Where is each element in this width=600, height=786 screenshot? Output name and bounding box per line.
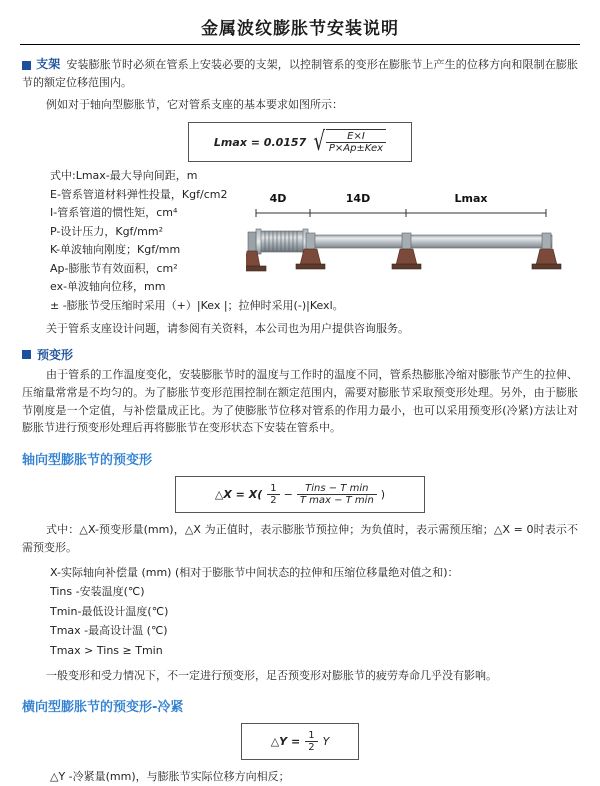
- legend-item: I-管系管道的惯性矩，cm⁴: [50, 206, 178, 220]
- predeform-heading-row: [22, 346, 578, 363]
- axial-definition: Tmax > Tins ≥ Tmin: [50, 644, 163, 658]
- formula-lmax-lhs: Lmax = 0.0157: [213, 135, 307, 149]
- support-paragraph-1: 安装膨胀节时必须在管系上安装必要的支架，以控制管系的变形在膨胀节上产生的位移方向和限制在膨胀节的额定位移范围内。: [22, 58, 578, 90]
- title-divider: [20, 43, 580, 45]
- document-body: [0, 55, 600, 786]
- formula-lmax-sqrt: [311, 127, 386, 158]
- support-paragraph-2: 例如对于轴向型膨胀节，它对管系支座的基本要求如图所示：: [46, 98, 343, 112]
- formula-delta-x: [175, 476, 425, 513]
- diagram-label-4d: 4D: [269, 192, 287, 205]
- formula-delta-x-rhs: ): [380, 488, 386, 502]
- blue-square-icon: [22, 350, 31, 359]
- lateral-where-line: △Y -冷紧量(mm)，与膨胀节实际位移方向相反；: [50, 770, 290, 784]
- axial-definition: X-实际轴向补偿量 (mm) (相对于膨胀节中间状态的拉伸和压缩位移量绝对值之和)：: [50, 565, 459, 579]
- formula-delta-x-minus: −: [283, 488, 293, 502]
- diagram-dimension-labels: [246, 192, 576, 205]
- formula-lmax: [188, 122, 412, 162]
- formula-delta-y-frac: [305, 730, 317, 753]
- legend-item: ex-单波轴向位移，mm: [50, 280, 166, 294]
- axial-subheading: 轴向型膨胀节的预变形: [22, 453, 153, 469]
- formula-delta-x-frac-temps: [297, 483, 377, 506]
- frac-numerator: 1: [267, 483, 279, 495]
- legend-item: 式中:Lmax-最大导向间距，m: [50, 169, 198, 183]
- frac-denominator: 2: [308, 742, 315, 754]
- formula-delta-y-rhs: Y: [322, 735, 330, 749]
- predeform-heading: 预变形: [37, 347, 74, 362]
- legend-item: E-管系管道材料弹性投量，Kgf/cm2: [50, 187, 228, 201]
- support-section-paragraph: [22, 55, 578, 92]
- formula-delta-y: [241, 723, 359, 760]
- legend-item: Ap-膨胀节有效面积，cm²: [50, 261, 178, 275]
- bellows-expansion-joint: [256, 229, 308, 254]
- diagram-label-lmax: Lmax: [454, 192, 488, 205]
- frac-denominator: T max − T min: [299, 495, 374, 507]
- support-design-note: 关于管系支座设计问题，请参阅有关资料，本公司也为用户提供咨询服务。: [46, 322, 409, 336]
- diagram-label-14d: 14D: [345, 192, 371, 205]
- axial-definition: Tins -安装温度(℃): [50, 585, 145, 599]
- axial-note: 一般变形和受力情况下，不一定进行预变形，足否预变形对膨胀节的疲劳寿命几乎没有影响。: [46, 668, 497, 682]
- formula-delta-y-lhs: △Y =: [270, 735, 301, 749]
- axial-definition: Tmax -最高设计温 (℃): [50, 624, 168, 638]
- formula-lmax-denominator: P×Ap±Kex: [328, 143, 384, 155]
- pipe-support-diagram: [246, 192, 576, 300]
- axial-where-line: 式中：△X-预变形量(mm)，△X 为正值时，表示膨胀节预拉伸；为负值时，表示需预压缩；△X = 0时表示不需预变形。: [22, 523, 578, 554]
- predeform-paragraph-1: 由于管系的工作温度变化，安装膨胀节时的温度与工作时的温度不同，管系热膨胀冷缩对膨胀节产生的拉伸、压缩量常常是不均匀的。为了膨胀节变形范围控制在额定范围内，需要对膨胀节采取预变形处理。另外，由于膨胀节刚度是一个定值，与补偿量成正比。为了使膨胀节位移对管系的作用力最小，也可以采用预变形(冷紧)方法让对膨胀节进行预变形处理后再将膨胀节在变形状态下安装在管系中。: [22, 367, 578, 435]
- lateral-subheading: 横向型膨胀节的预变形-冷紧: [22, 700, 184, 716]
- formula-delta-x-frac-half: [267, 483, 279, 506]
- legend-item: ± -膨胀节受压缩时采用（+）|Kex |；拉伸时采用(-)|Kexl。: [50, 298, 344, 312]
- page-title: 金属波纹膨胀节安装说明: [201, 19, 399, 39]
- legend-item: P-设计压力，Kgf/mm²: [50, 224, 163, 238]
- support-section-heading: 支架: [36, 57, 61, 71]
- formula-delta-x-lhs: △X = X(: [214, 488, 263, 502]
- formula-lmax-numerator: E×I: [326, 131, 386, 143]
- blue-square-icon: [22, 61, 31, 70]
- axial-definition: Tmin-最低设计温度(℃): [50, 604, 169, 618]
- diagram-graphic: [246, 205, 576, 295]
- diagram-ticks: [256, 209, 546, 217]
- document-page: [0, 14, 600, 784]
- frac-numerator: 1: [305, 730, 317, 742]
- legend-item: K-单波轴向刚度；Kgf/mm: [50, 243, 181, 257]
- radical-icon: √: [313, 127, 326, 158]
- frac-numerator: Tins − T min: [297, 483, 377, 495]
- frac-denominator: 2: [270, 495, 277, 507]
